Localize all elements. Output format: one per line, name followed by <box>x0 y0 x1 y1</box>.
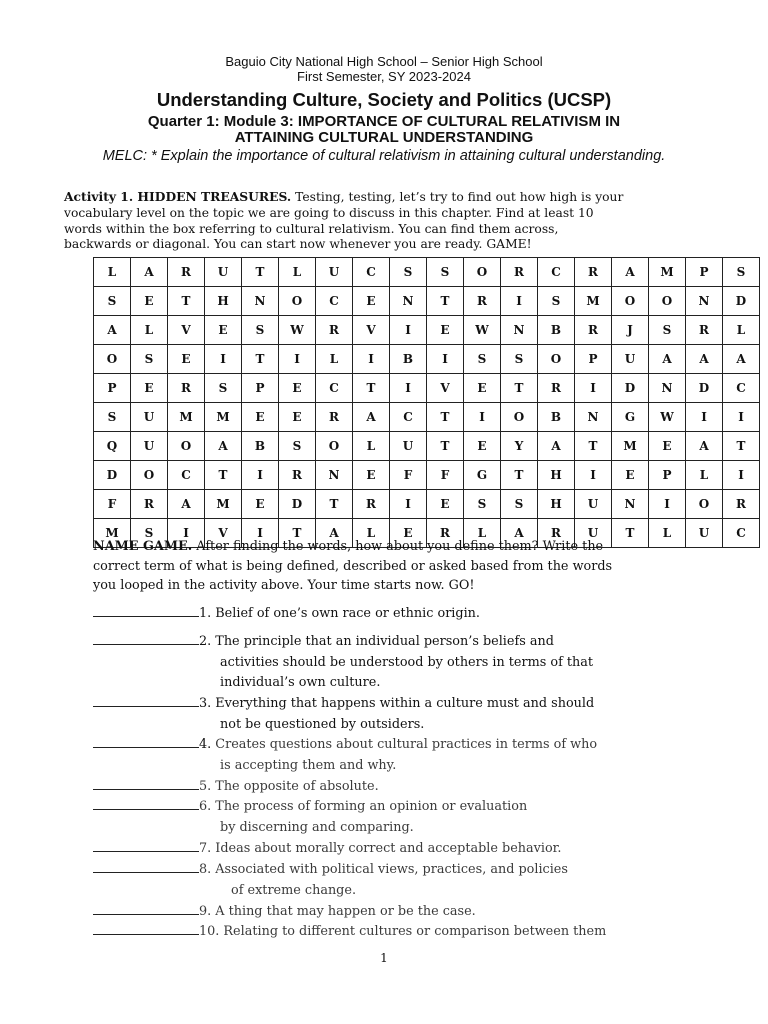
grid-cell[interactable]: S <box>501 490 538 519</box>
grid-cell[interactable]: U <box>131 403 168 432</box>
grid-cell[interactable]: M <box>575 287 612 316</box>
grid-cell[interactable]: T <box>427 432 464 461</box>
question-text: 7. Ideas about morally correct and acceptable behavior. <box>199 841 562 856</box>
grid-cell[interactable]: B <box>390 345 427 374</box>
grid-cell[interactable]: E <box>353 287 390 316</box>
grid-cell[interactable]: E <box>390 519 427 548</box>
grid-cell[interactable]: B <box>242 432 279 461</box>
grid-cell[interactable]: I <box>242 519 279 548</box>
grid-cell[interactable]: L <box>279 258 316 287</box>
grid-cell[interactable]: L <box>464 519 501 548</box>
grid-cell[interactable]: O <box>94 345 131 374</box>
grid-cell[interactable]: E <box>242 490 279 519</box>
grid-cell[interactable]: O <box>649 287 686 316</box>
grid-cell[interactable]: C <box>168 461 205 490</box>
grid-cell[interactable]: H <box>538 490 575 519</box>
question-6 <box>93 795 527 838</box>
grid-cell[interactable]: S <box>390 258 427 287</box>
name-game-title: NAME GAME. <box>93 539 193 554</box>
grid-cell[interactable]: V <box>205 519 242 548</box>
name-game-text-line: correct term of what is being defined, described or asked based from the words <box>93 558 613 574</box>
grid-cell[interactable]: I <box>390 374 427 403</box>
grid-cell[interactable]: D <box>723 287 760 316</box>
grid-row <box>94 316 760 345</box>
question-text: individual’s own culture. <box>220 675 381 690</box>
grid-cell[interactable]: N <box>686 287 723 316</box>
grid-cell[interactable]: V <box>353 316 390 345</box>
grid-cell[interactable]: I <box>353 345 390 374</box>
name-game-text-line: After finding the words, how about you define them? Write the <box>192 539 604 554</box>
grid-cell[interactable]: B <box>538 403 575 432</box>
answer-blank[interactable] <box>93 630 199 645</box>
grid-cell[interactable]: L <box>353 432 390 461</box>
grid-cell[interactable]: S <box>723 258 760 287</box>
grid-cell[interactable]: T <box>612 519 649 548</box>
grid-cell[interactable]: P <box>649 461 686 490</box>
question-text: not be questioned by outsiders. <box>220 716 425 732</box>
grid-cell[interactable]: U <box>390 432 427 461</box>
grid-cell[interactable]: P <box>94 374 131 403</box>
grid-cell[interactable]: F <box>390 461 427 490</box>
grid-cell[interactable]: R <box>427 519 464 548</box>
grid-cell[interactable]: S <box>464 345 501 374</box>
grid-cell[interactable]: I <box>723 403 760 432</box>
grid-cell[interactable]: I <box>168 519 205 548</box>
grid-cell[interactable]: N <box>501 316 538 345</box>
grid-cell[interactable]: O <box>501 403 538 432</box>
grid-cell[interactable]: C <box>316 287 353 316</box>
grid-cell[interactable]: M <box>94 519 131 548</box>
grid-cell[interactable]: P <box>686 258 723 287</box>
grid-cell[interactable]: A <box>316 519 353 548</box>
grid-row <box>94 403 760 432</box>
grid-cell[interactable]: F <box>427 461 464 490</box>
grid-cell[interactable]: E <box>353 461 390 490</box>
module-title-line2: ATTAINING CULTURAL UNDERSTANDING <box>234 129 534 146</box>
grid-cell[interactable]: O <box>168 432 205 461</box>
grid-cell[interactable]: E <box>612 461 649 490</box>
question-text: 9. A thing that may happen or be the case. <box>199 904 476 919</box>
grid-cell[interactable]: T <box>575 432 612 461</box>
grid-cell[interactable]: P <box>242 374 279 403</box>
grid-cell[interactable]: F <box>94 490 131 519</box>
grid-cell[interactable]: E <box>649 432 686 461</box>
grid-cell[interactable]: M <box>205 403 242 432</box>
grid-cell[interactable]: L <box>723 316 760 345</box>
grid-cell[interactable]: I <box>205 345 242 374</box>
grid-cell[interactable]: I <box>427 345 464 374</box>
question-text: 5. The opposite of absolute. <box>199 779 379 794</box>
grid-cell[interactable]: E <box>427 490 464 519</box>
answer-blank[interactable] <box>93 920 199 935</box>
grid-cell[interactable]: L <box>686 461 723 490</box>
grid-cell[interactable]: O <box>279 287 316 316</box>
grid-cell[interactable]: L <box>316 345 353 374</box>
grid-cell[interactable]: O <box>612 287 649 316</box>
grid-cell[interactable]: L <box>649 519 686 548</box>
grid-cell[interactable]: A <box>686 432 723 461</box>
grid-cell[interactable]: A <box>94 316 131 345</box>
grid-cell[interactable]: L <box>131 316 168 345</box>
question-4 <box>93 733 597 776</box>
grid-cell[interactable]: S <box>94 287 131 316</box>
answer-blank[interactable] <box>93 858 199 873</box>
grid-cell[interactable]: T <box>205 461 242 490</box>
grid-cell[interactable]: L <box>94 258 131 287</box>
grid-cell[interactable]: C <box>353 258 390 287</box>
grid-cell[interactable]: I <box>575 461 612 490</box>
module-title-line1: Quarter 1: Module 3: IMPORTANCE OF CULTURAL RELATIVISM IN <box>147 113 621 130</box>
grid-cell[interactable]: A <box>538 432 575 461</box>
grid-row <box>94 258 760 287</box>
question-7 <box>93 837 561 860</box>
grid-cell[interactable]: T <box>242 345 279 374</box>
grid-cell[interactable]: R <box>316 403 353 432</box>
grid-cell[interactable]: N <box>649 374 686 403</box>
grid-cell[interactable]: O <box>686 490 723 519</box>
grid-cell[interactable]: D <box>94 461 131 490</box>
grid-row <box>94 461 760 490</box>
question-text: 6. The process of forming an opinion or evaluation <box>199 799 528 814</box>
grid-cell[interactable]: I <box>649 490 686 519</box>
grid-cell[interactable]: W <box>464 316 501 345</box>
grid-cell[interactable]: I <box>242 461 279 490</box>
grid-cell[interactable]: D <box>612 374 649 403</box>
grid-cell[interactable]: T <box>723 432 760 461</box>
grid-cell[interactable]: R <box>723 490 760 519</box>
answer-blank[interactable] <box>93 692 199 707</box>
activity-text-line: Testing, testing, let’s try to find out how high is your <box>291 190 624 204</box>
grid-cell[interactable]: S <box>649 316 686 345</box>
question-text: 2. The principle that an individual person’s beliefs and <box>199 634 554 649</box>
question-10 <box>93 920 606 943</box>
grid-cell[interactable]: U <box>205 258 242 287</box>
grid-cell[interactable]: G <box>612 403 649 432</box>
grid-cell[interactable]: I <box>501 287 538 316</box>
grid-cell[interactable]: T <box>316 490 353 519</box>
grid-cell[interactable]: C <box>390 403 427 432</box>
grid-cell[interactable]: E <box>464 374 501 403</box>
answer-blank[interactable] <box>93 602 199 617</box>
grid-cell[interactable]: T <box>501 374 538 403</box>
grid-cell[interactable]: N <box>390 287 427 316</box>
grid-cell[interactable]: D <box>686 374 723 403</box>
grid-cell[interactable]: E <box>464 432 501 461</box>
grid-cell[interactable]: U <box>131 432 168 461</box>
grid-cell[interactable]: S <box>94 403 131 432</box>
grid-cell[interactable]: A <box>612 258 649 287</box>
grid-cell[interactable]: O <box>131 461 168 490</box>
grid-cell[interactable]: Q <box>94 432 131 461</box>
grid-cell[interactable]: A <box>649 345 686 374</box>
grid-cell[interactable]: U <box>316 258 353 287</box>
page-title: Understanding Culture, Society and Politics (UCSP) <box>156 89 612 110</box>
grid-row <box>94 490 760 519</box>
grid-cell[interactable]: N <box>316 461 353 490</box>
grid-cell[interactable]: U <box>686 519 723 548</box>
grid-row <box>94 432 760 461</box>
question-text: 3. Everything that happens within a culture must and should <box>199 696 595 711</box>
grid-cell[interactable]: T <box>242 258 279 287</box>
grid-cell[interactable]: S <box>205 374 242 403</box>
activity-instructions <box>64 189 684 253</box>
grid-cell[interactable]: T <box>501 461 538 490</box>
grid-cell[interactable]: S <box>131 519 168 548</box>
name-game-text-line: you looped in the activity above. Your time starts now. GO! <box>93 578 475 593</box>
page-number: 1 <box>380 951 388 965</box>
grid-cell[interactable]: N <box>612 490 649 519</box>
grid-cell[interactable]: A <box>205 432 242 461</box>
question-3 <box>93 692 594 735</box>
activity-title: Activity 1. HIDDEN TREASURES. <box>64 189 292 204</box>
grid-cell[interactable]: O <box>316 432 353 461</box>
grid-cell[interactable]: E <box>131 374 168 403</box>
melc-line: MELC: * Explain the importance of cultural relativism in attaining cultural understanding. <box>102 148 666 164</box>
grid-cell[interactable]: R <box>168 258 205 287</box>
grid-cell[interactable]: U <box>575 490 612 519</box>
activity-text-line: backwards or diagonal. You can start now whenever you are ready. GAME! <box>64 237 532 252</box>
word-search-grid <box>93 257 760 548</box>
school-name: Baguio City National High School – Senior High School <box>225 54 543 69</box>
grid-cell[interactable]: R <box>575 258 612 287</box>
grid-cell[interactable]: C <box>723 374 760 403</box>
grid-cell[interactable]: E <box>242 403 279 432</box>
grid-cell[interactable]: E <box>427 316 464 345</box>
grid-cell[interactable]: I <box>575 374 612 403</box>
grid-cell[interactable]: R <box>501 258 538 287</box>
grid-cell[interactable]: H <box>205 287 242 316</box>
grid-cell[interactable]: M <box>649 258 686 287</box>
grid-cell[interactable]: N <box>242 287 279 316</box>
grid-cell[interactable]: A <box>353 403 390 432</box>
grid-cell[interactable]: S <box>427 258 464 287</box>
grid-cell[interactable]: R <box>575 316 612 345</box>
grid-cell[interactable]: H <box>538 461 575 490</box>
grid-cell[interactable]: I <box>390 490 427 519</box>
grid-cell[interactable]: A <box>131 258 168 287</box>
grid-cell[interactable]: I <box>464 403 501 432</box>
grid-cell[interactable]: A <box>168 490 205 519</box>
semester-line: First Semester, SY 2023-2024 <box>297 69 471 84</box>
grid-cell[interactable]: V <box>427 374 464 403</box>
answer-blank[interactable] <box>93 795 199 810</box>
answer-blank[interactable] <box>93 733 199 748</box>
question-text: by discerning and comparing. <box>220 819 414 835</box>
grid-cell[interactable]: S <box>242 316 279 345</box>
grid-cell[interactable]: M <box>205 490 242 519</box>
grid-cell[interactable]: M <box>612 432 649 461</box>
grid-cell[interactable]: U <box>612 345 649 374</box>
grid-cell[interactable]: U <box>575 519 612 548</box>
grid-cell[interactable]: R <box>316 316 353 345</box>
grid-cell[interactable]: W <box>279 316 316 345</box>
answer-blank[interactable] <box>93 837 199 852</box>
grid-row <box>94 287 760 316</box>
grid-cell[interactable]: N <box>575 403 612 432</box>
grid-cell[interactable]: S <box>131 345 168 374</box>
grid-cell[interactable]: R <box>353 490 390 519</box>
grid-cell[interactable]: T <box>353 374 390 403</box>
grid-cell[interactable]: M <box>168 403 205 432</box>
grid-cell[interactable]: A <box>686 345 723 374</box>
grid-cell[interactable]: C <box>316 374 353 403</box>
grid-cell[interactable]: P <box>575 345 612 374</box>
grid-cell[interactable]: T <box>427 403 464 432</box>
question-number: 4. <box>199 737 212 752</box>
grid-cell[interactable]: R <box>168 374 205 403</box>
grid-cell[interactable]: R <box>538 519 575 548</box>
grid-cell[interactable]: E <box>205 316 242 345</box>
question-text: 10. Relating to different cultures or comparison between them <box>199 924 607 939</box>
grid-cell[interactable]: O <box>538 345 575 374</box>
question-text: 1. Belief of one’s own race or ethnic origin. <box>199 606 480 621</box>
grid-cell[interactable]: A <box>501 519 538 548</box>
question-text: is accepting them and why. <box>220 757 397 773</box>
grid-row <box>94 374 760 403</box>
grid-cell[interactable]: L <box>353 519 390 548</box>
grid-cell[interactable]: T <box>168 287 205 316</box>
grid-cell[interactable]: G <box>464 461 501 490</box>
grid-cell[interactable]: S <box>279 432 316 461</box>
grid-cell[interactable]: S <box>538 287 575 316</box>
grid-cell[interactable]: I <box>390 316 427 345</box>
grid-cell[interactable]: R <box>131 490 168 519</box>
grid-cell[interactable]: O <box>464 258 501 287</box>
question-8 <box>93 858 568 901</box>
grid-cell[interactable]: I <box>686 403 723 432</box>
grid-cell[interactable]: R <box>279 461 316 490</box>
grid-cell[interactable]: S <box>464 490 501 519</box>
grid-cell[interactable]: B <box>538 316 575 345</box>
activity-text-line: words within the box referring to cultural relativism. You can find them across, <box>64 221 559 236</box>
grid-cell[interactable]: W <box>649 403 686 432</box>
grid-cell[interactable]: I <box>723 461 760 490</box>
grid-row <box>94 345 760 374</box>
grid-cell[interactable]: R <box>464 287 501 316</box>
grid-cell[interactable]: E <box>168 345 205 374</box>
grid-cell[interactable]: C <box>723 519 760 548</box>
grid-cell[interactable]: J <box>612 316 649 345</box>
answer-blank[interactable] <box>93 775 199 790</box>
grid-cell[interactable]: A <box>723 345 760 374</box>
grid-cell[interactable]: R <box>686 316 723 345</box>
grid-cell[interactable]: C <box>538 258 575 287</box>
grid-cell[interactable]: E <box>279 403 316 432</box>
question-1 <box>93 602 480 625</box>
grid-cell[interactable]: D <box>279 490 316 519</box>
grid-cell[interactable]: E <box>279 374 316 403</box>
question-text: of extreme change. <box>231 882 357 898</box>
grid-cell[interactable]: V <box>168 316 205 345</box>
grid-cell[interactable]: I <box>279 345 316 374</box>
activity-text-line: vocabulary level on the topic we are going to discuss in this chapter. Find at least 10 <box>64 205 594 220</box>
name-game-instructions <box>93 537 612 596</box>
grid-cell[interactable]: S <box>501 345 538 374</box>
question-text: activities should be understood by others in terms of that <box>220 654 594 670</box>
question-text: 8. Associated with political views, practices, and policies <box>199 862 568 877</box>
question-text: Creates questions about cultural practices in terms of who <box>211 737 598 752</box>
grid-cell[interactable]: T <box>427 287 464 316</box>
answer-blank[interactable] <box>93 900 199 915</box>
grid-cell[interactable]: E <box>131 287 168 316</box>
grid-cell[interactable]: T <box>279 519 316 548</box>
grid-cell[interactable]: R <box>538 374 575 403</box>
grid-cell[interactable]: Y <box>501 432 538 461</box>
question-2 <box>93 630 593 694</box>
